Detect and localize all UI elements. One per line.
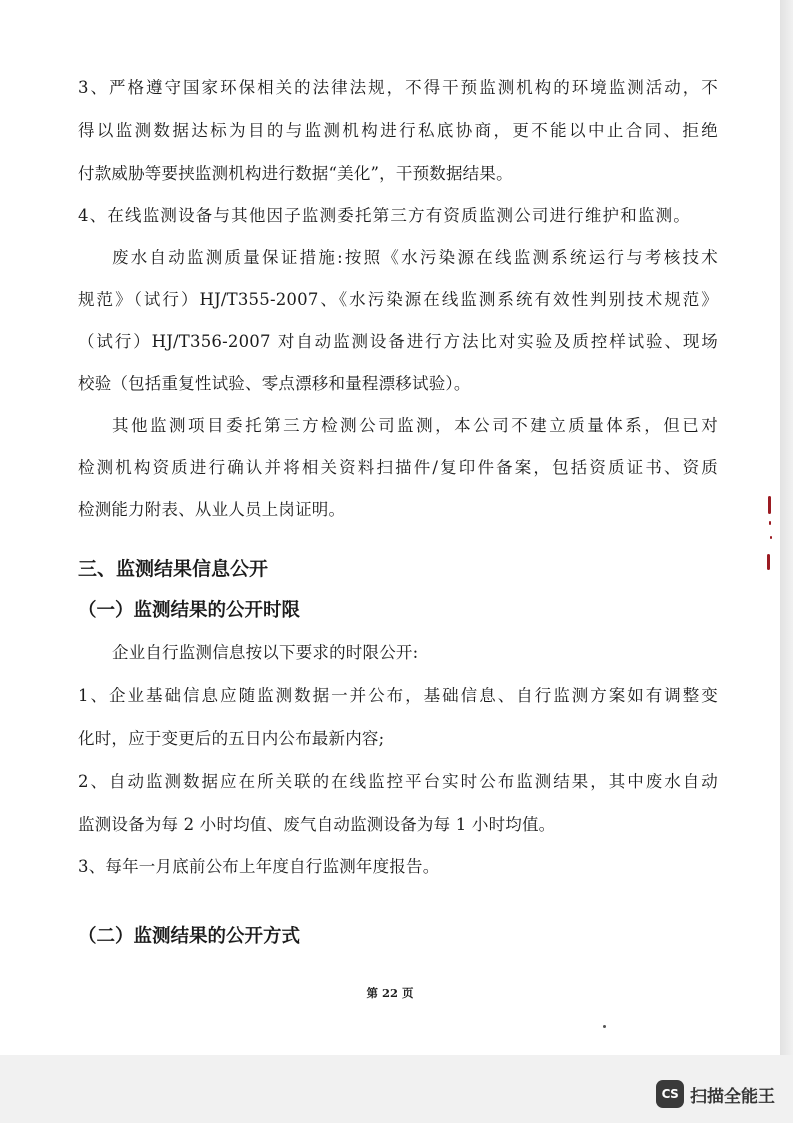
sub-heading: （二）监测结果的公开方式: [78, 926, 301, 947]
paragraph-line: 3、严格遵守国家环保相关的法律法规，不得干预监测机构的环境监测活动，不: [78, 78, 718, 97]
paragraph-line: 得以监测数据达标为目的与监测机构进行私底协商，更不能以中止合同、拒绝: [78, 121, 718, 140]
paragraph-line: 4、在线监测设备与其他因子监测委托第三方有资质监测公司进行维护和监测。: [78, 206, 690, 225]
watermark-text: 扫描全能王: [690, 1086, 775, 1107]
seal-edge-mark: [767, 554, 770, 570]
paragraph-line: 检测机构资质进行确认并将相关资料扫描件/复印件备案，包括资质证书、资质: [78, 458, 718, 477]
paragraph-line: 企业自行监测信息按以下要求的时限公开:: [112, 643, 419, 662]
camscanner-watermark: [656, 1080, 775, 1108]
camscanner-logo-icon: CS: [656, 1080, 684, 1108]
paragraph-line: 监测设备为每 2 小时均值、废气自动监测设备为每 1 小时均值。: [78, 815, 556, 834]
paragraph-line: 其他监测项目委托第三方检测公司监测，本公司不建立质量体系，但已对: [112, 416, 718, 435]
scan-speck: [603, 1025, 606, 1028]
paragraph-line: 化时，应于变更后的五日内公布最新内容;: [78, 729, 385, 748]
paragraph-line: 3、每年一月底前公布上年度自行监测年度报告。: [78, 857, 440, 876]
paragraph-line: 校验（包括重复性试验、零点漂移和量程漂移试验）。: [78, 374, 471, 393]
seal-edge-mark: [770, 536, 772, 539]
paragraph-line: 1、企业基础信息应随监测数据一并公布，基础信息、自行监测方案如有调整变: [78, 686, 718, 705]
page-edge-shadow: [780, 0, 793, 1055]
page-number: 第 22 页: [366, 986, 414, 1000]
paragraph-line: 付款威胁等要挟监测机构进行数据“美化”，干预数据结果。: [78, 164, 513, 183]
paragraph-line: 废水自动监测质量保证措施:按照《水污染源在线监测系统运行与考核技术: [112, 248, 718, 267]
paragraph-line: 2、自动监测数据应在所关联的在线监控平台实时公布监测结果，其中废水自动: [78, 772, 718, 791]
paragraph-line: 规范》（试行）HJ/T355-2007、《水污染源在线监测系统有效性判别技术规范》: [78, 290, 718, 309]
paragraph-line: 检测能力附表、从业人员上岗证明。: [78, 500, 346, 519]
sub-heading: （一）监测结果的公开时限: [78, 600, 301, 621]
section-heading: 三、监测结果信息公开: [78, 558, 269, 580]
seal-edge-mark: [769, 521, 771, 525]
seal-edge-mark: [768, 496, 771, 514]
paragraph-line: （试行）HJ/T356-2007 对自动监测设备进行方法比对实验及质控样试验、现场: [78, 332, 718, 351]
